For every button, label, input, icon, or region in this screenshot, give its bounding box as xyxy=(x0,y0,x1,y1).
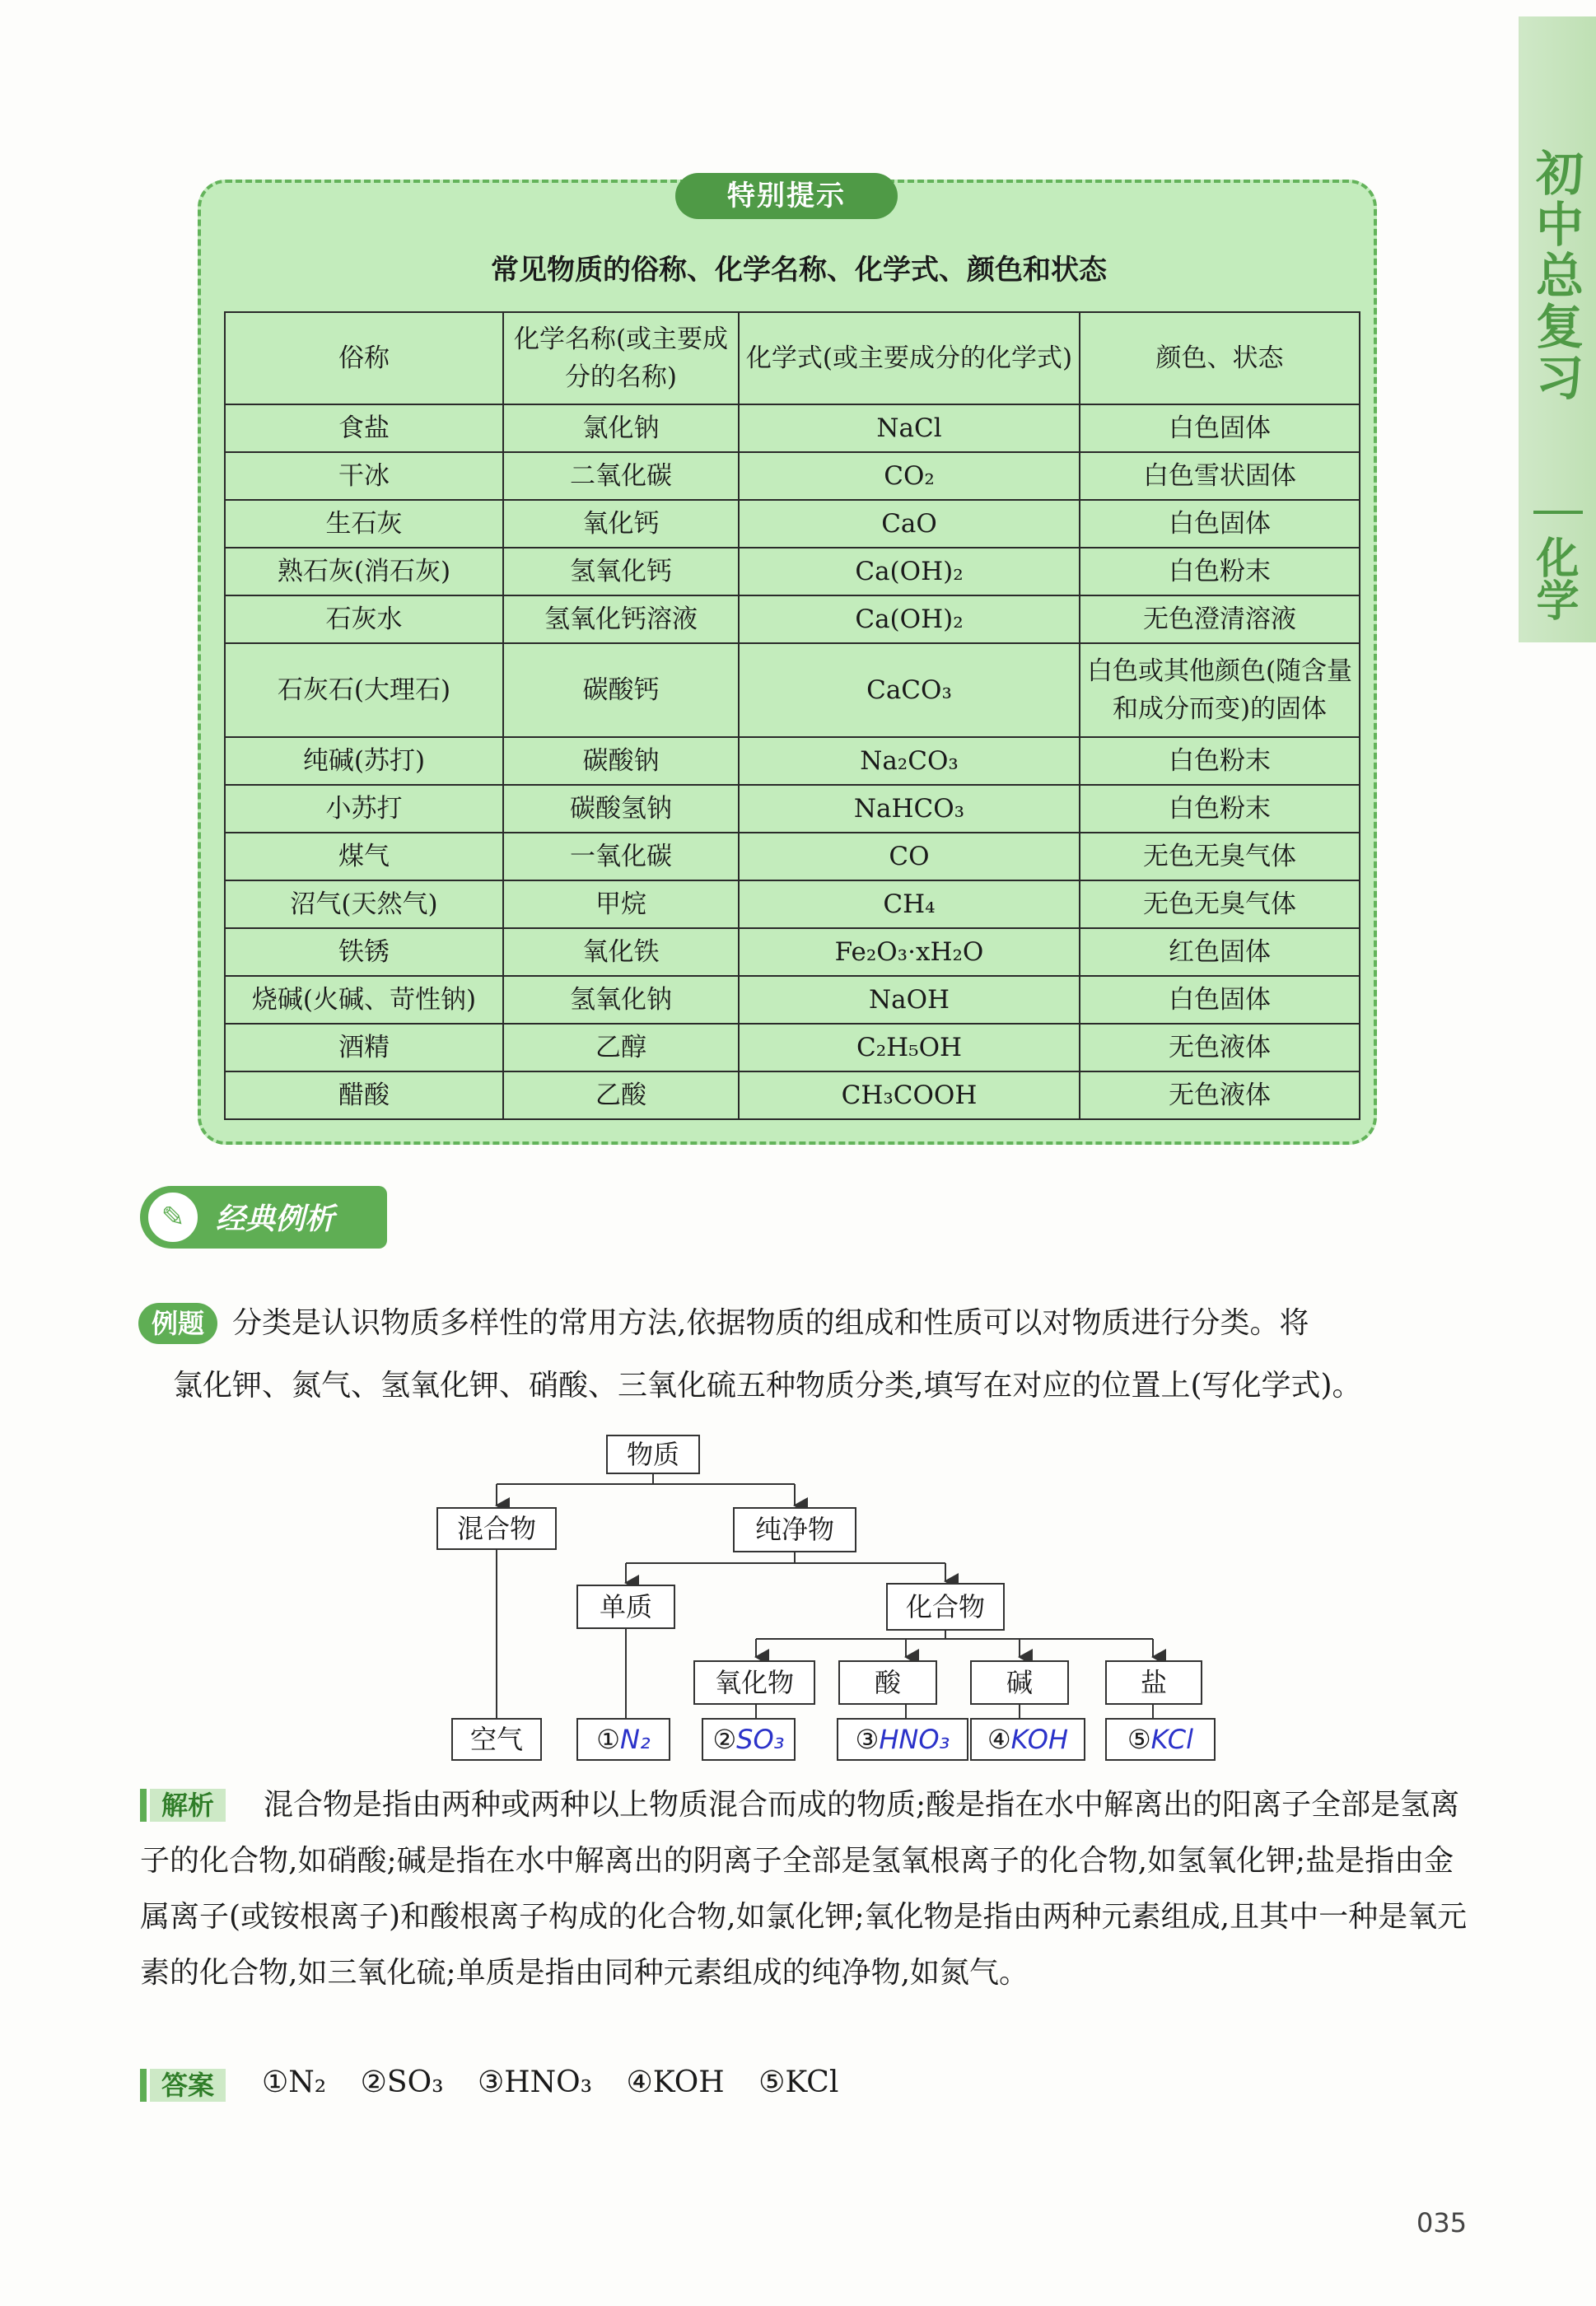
slot-answer: KCl xyxy=(1150,1724,1194,1755)
chemical-name: 二氧化碳 xyxy=(503,452,739,500)
analysis-text: 混合物是指由两种或两种以上物质混合而成的物质;酸是指在水中解离出的阳离子全部是氢离子的化合物,如硝酸;碱是指在水中解离出的阴离子全部是氢氧根离子的化合物,如氢氧化钾;盐是指由金属离子(或铵根离子)和酸根离子构成的化合物,如氯化钾;氧化物是指由两种元素组成,且其中一种是氧元素的化合物,如三氧化硫;单质是指由同种元素组成的纯净物,如氮气。 xyxy=(140,1788,1468,1990)
column-header: 颜色、状态 xyxy=(1080,312,1360,404)
common-name: 酒精 xyxy=(225,1024,503,1071)
example-badge: 例题 xyxy=(138,1303,217,1344)
formula: Ca(OH)₂ xyxy=(739,548,1080,595)
formula: CO₂ xyxy=(739,452,1080,500)
common-name: 铁锈 xyxy=(225,928,503,976)
color-state: 红色固体 xyxy=(1080,928,1360,976)
formula: C₂H₅OH xyxy=(739,1024,1080,1071)
tree-node-compound: 化合物 xyxy=(886,1583,1005,1631)
formula: CH₃COOH xyxy=(739,1071,1080,1119)
slot-answer: N₂ xyxy=(619,1724,651,1755)
chemical-name: 碳酸钠 xyxy=(503,737,739,785)
tree-node-oxide: 氧化物 xyxy=(693,1660,815,1705)
slot-answer: SO₃ xyxy=(736,1724,785,1755)
tree-node-element: 单质 xyxy=(576,1585,675,1629)
chemical-name: 氢氧化钠 xyxy=(503,976,739,1024)
common-name: 纯碱(苏打) xyxy=(225,737,503,785)
answer-slot-2 xyxy=(702,1718,796,1761)
slot-answer: KOH xyxy=(1010,1724,1069,1755)
answer-slot-3 xyxy=(837,1718,968,1761)
tree-node-mixture: 混合物 xyxy=(436,1507,557,1550)
common-name: 小苏打 xyxy=(225,785,503,833)
color-state: 白色粉末 xyxy=(1080,548,1360,595)
slot-answer: HNO₃ xyxy=(879,1724,950,1755)
answer-slot-1 xyxy=(576,1718,670,1761)
chemical-name: 甲烷 xyxy=(503,880,739,928)
color-state: 无色无臭气体 xyxy=(1080,833,1360,880)
formula: Fe₂O₃·xH₂O xyxy=(739,928,1080,976)
color-state: 白色雪状固体 xyxy=(1080,452,1360,500)
answer-marker xyxy=(140,2069,147,2102)
common-name: 煤气 xyxy=(225,833,503,880)
table-title: 常见物质的俗称、化学名称、化学式、颜色和状态 xyxy=(491,254,1107,287)
color-state: 白色或其他颜色(随含量和成分而变)的固体 xyxy=(1080,643,1360,737)
chemical-name: 乙酸 xyxy=(503,1071,739,1119)
tree-leaf-air: 空气 xyxy=(451,1718,542,1761)
formula: CH₄ xyxy=(739,880,1080,928)
common-name: 食盐 xyxy=(225,404,503,452)
slot-number: ② xyxy=(712,1724,737,1755)
answer-slot-4 xyxy=(970,1718,1085,1761)
tree-node-acid: 酸 xyxy=(838,1660,937,1705)
formula: Na₂CO₃ xyxy=(739,737,1080,785)
chemical-name: 氢氧化钙 xyxy=(503,548,739,595)
answer-text: ①N₂ ②SO₃ ③HNO₃ ④KOH ⑤KCl xyxy=(262,2066,839,2099)
color-state: 白色固体 xyxy=(1080,976,1360,1024)
section-label: 经典例析 xyxy=(216,1202,335,1236)
chemical-name: 碳酸氢钠 xyxy=(503,785,739,833)
book-icon: ✎ xyxy=(145,1189,201,1245)
color-state: 白色粉末 xyxy=(1080,737,1360,785)
tree-node-salt: 盐 xyxy=(1105,1660,1202,1705)
formula: NaCl xyxy=(739,404,1080,452)
slot-number: ④ xyxy=(987,1724,1011,1755)
tree-node-substance: 物质 xyxy=(606,1435,700,1474)
tree-node-pure: 纯净物 xyxy=(733,1507,856,1552)
answer-tag: 答案 xyxy=(150,2069,226,2102)
common-name: 生石灰 xyxy=(225,500,503,548)
slot-number: ① xyxy=(596,1724,620,1755)
color-state: 白色粉末 xyxy=(1080,785,1360,833)
question-line-1: 分类是认识物质多样性的常用方法,依据物质的组成和性质可以对物质进行分类。将 xyxy=(232,1306,1309,1340)
tree-node-base: 碱 xyxy=(970,1660,1069,1705)
chemical-name: 氧化铁 xyxy=(503,928,739,976)
common-name: 醋酸 xyxy=(225,1071,503,1119)
color-state: 无色无臭气体 xyxy=(1080,880,1360,928)
chemical-name: 氢氧化钙溶液 xyxy=(503,595,739,643)
common-name: 干冰 xyxy=(225,452,503,500)
common-name: 烧碱(火碱、苛性钠) xyxy=(225,976,503,1024)
formula: CO xyxy=(739,833,1080,880)
column-header: 化学名称(或主要成分的名称) xyxy=(503,312,739,404)
slot-number: ⑤ xyxy=(1127,1724,1151,1755)
chemical-name: 乙醇 xyxy=(503,1024,739,1071)
page-number: 035 xyxy=(1416,2207,1468,2238)
column-header: 俗称 xyxy=(225,312,503,404)
column-header: 化学式(或主要成分的化学式) xyxy=(739,312,1080,404)
color-state: 无色液体 xyxy=(1080,1024,1360,1071)
formula: CaCO₃ xyxy=(739,643,1080,737)
chemical-name: 氯化钠 xyxy=(503,404,739,452)
chemical-name: 氧化钙 xyxy=(503,500,739,548)
formula: NaHCO₃ xyxy=(739,785,1080,833)
common-name: 熟石灰(消石灰) xyxy=(225,548,503,595)
chemical-name: 一氧化碳 xyxy=(503,833,739,880)
slot-number: ③ xyxy=(855,1724,880,1755)
tip-header: 特别提示 xyxy=(675,173,898,219)
color-state: 无色液体 xyxy=(1080,1071,1360,1119)
answer-slot-5 xyxy=(1105,1718,1216,1761)
formula: NaOH xyxy=(739,976,1080,1024)
side-tab-title: 初中总复习 xyxy=(1528,148,1584,404)
analysis-tag: 解析 xyxy=(150,1789,226,1822)
question-line-2: 氯化钾、氮气、氢氧化钾、硝酸、三氧化硫五种物质分类,填写在对应的位置上(写化学式)。 xyxy=(173,1369,1362,1403)
formula: Ca(OH)₂ xyxy=(739,595,1080,643)
common-name: 沼气(天然气) xyxy=(225,880,503,928)
color-state: 白色固体 xyxy=(1080,500,1360,548)
formula: CaO xyxy=(739,500,1080,548)
chemical-name: 碳酸钙 xyxy=(503,643,739,737)
color-state: 白色固体 xyxy=(1080,404,1360,452)
common-name: 石灰水 xyxy=(225,595,503,643)
side-tab-subject: 化学 xyxy=(1528,535,1578,621)
common-name: 石灰石(大理石) xyxy=(225,643,503,737)
color-state: 无色澄清溶液 xyxy=(1080,595,1360,643)
